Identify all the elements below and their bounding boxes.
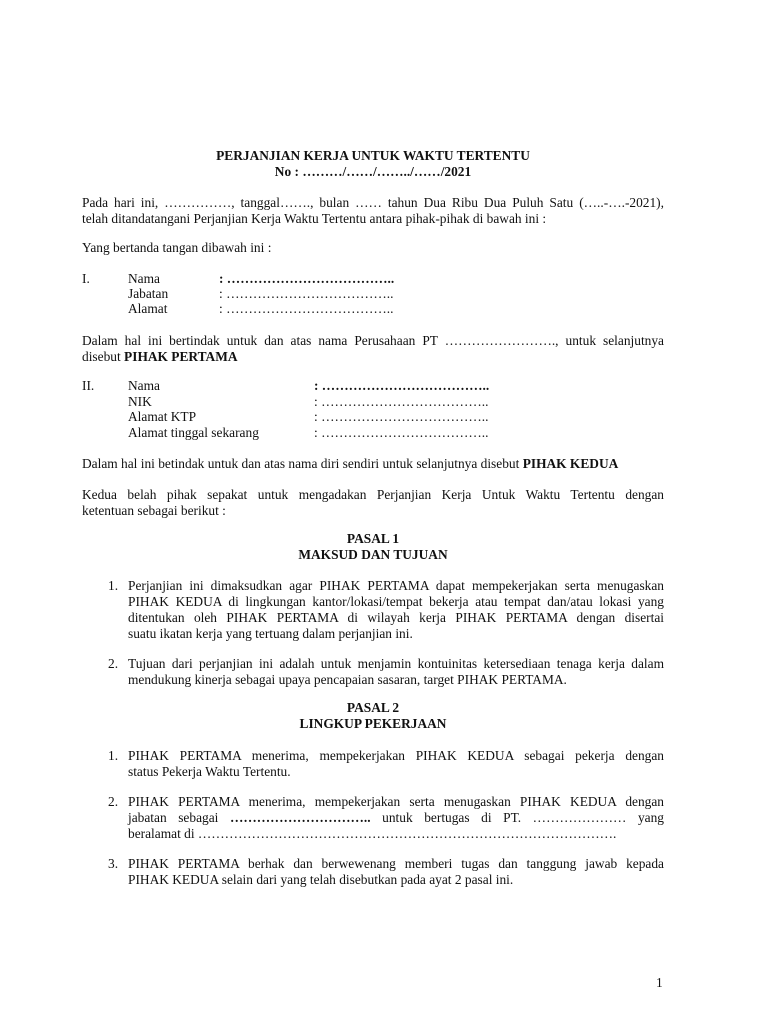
pasal2-item3-line: PIHAK KEDUA selain dari yang telah disebutkan pada ayat 2 pasal ini. bbox=[128, 872, 514, 887]
contract-number: No : ………/……/……../……/2021 bbox=[274, 164, 472, 179]
agreement-line: Kedua belah pihak sepakat untuk mengadakan Perjanjian Kerja Untuk Waktu Tertentu dengan bbox=[82, 487, 664, 502]
pasal1-item2 bbox=[128, 656, 664, 688]
pasal2-item3 bbox=[128, 856, 664, 888]
party1-statement bbox=[82, 333, 664, 365]
party2-ktp-address-value: : ……………………………….. bbox=[314, 409, 489, 424]
agreement-line: ketentuan sebagai berikut : bbox=[82, 503, 226, 518]
pasal2-item2-line: beralamat di …………………………………………………………………………………. bbox=[128, 826, 617, 841]
party1-name-value: : ……………………………….. bbox=[219, 271, 395, 286]
party2-name-value: : ……………………………….. bbox=[314, 378, 490, 393]
page-number: 1 bbox=[656, 975, 663, 990]
pasal2-item1-number: 1. bbox=[108, 748, 119, 763]
party2-designation: PIHAK KEDUA bbox=[522, 456, 619, 471]
pasal1-item1-line: Perjanjian ini dimaksudkan agar PIHAK PERTAMA dapat mempekerjakan serta menugaskan bbox=[128, 578, 664, 593]
pasal1-heading: MAKSUD DAN TUJUAN bbox=[298, 547, 448, 562]
agreement-paragraph bbox=[82, 487, 664, 519]
party1-address-label: Alamat bbox=[128, 301, 168, 316]
pasal1-item1-line: PIHAK KEDUA di lingkungan kantor/lokasi/tempat bekerja atau tempat dan/atau lokasi yang bbox=[128, 594, 664, 609]
pasal1-item1-line: ditentukan oleh PIHAK PERTAMA di wilayah kerja PIHAK PERTAMA dengan disertai bbox=[128, 610, 664, 625]
pasal1-item1-number: 1. bbox=[108, 578, 119, 593]
party2-ktp-address-label: Alamat KTP bbox=[128, 409, 197, 424]
party1-address-value: : ……………………………….. bbox=[219, 301, 394, 316]
assignment-text: untuk bertugas di PT. ………………… yang bbox=[382, 810, 665, 825]
pasal2-item3-number: 3. bbox=[108, 856, 119, 871]
pasal2-item2-number: 2. bbox=[108, 794, 119, 809]
pasal2-item2 bbox=[128, 794, 664, 842]
job-title-prefix: jabatan sebagai bbox=[128, 810, 219, 825]
pasal1-item2-line: Tujuan dari perjanjian ini adalah untuk menjamin kontuinitas ketersediaan tenaga kerja dalam bbox=[128, 656, 664, 671]
party2-statement bbox=[82, 456, 664, 472]
party2-name-label: Nama bbox=[128, 378, 160, 393]
pasal2-item2-line bbox=[128, 810, 664, 826]
pasal1-item1 bbox=[128, 578, 664, 642]
party1-numeral: I. bbox=[82, 271, 90, 286]
undersigned-text: Yang bertanda tangan dibawah ini : bbox=[82, 240, 272, 255]
opening-line: Pada hari ini, ……………, tanggal……., bulan …… tahun Dua Ribu Dua Puluh Satu (…..-….-2021), bbox=[82, 195, 664, 210]
pasal2-item1-line: status Pekerja Waktu Tertentu. bbox=[128, 764, 291, 779]
party2-current-address-label: Alamat tinggal sekarang bbox=[128, 425, 259, 440]
opening-line: telah ditandatangani Perjanjian Kerja Waktu Tertentu antara pihak-pihak di bawah ini : bbox=[82, 211, 547, 226]
party2-statement-text: Dalam hal ini betindak untuk dan atas nama diri sendiri untuk selanjutnya disebut bbox=[82, 456, 520, 471]
party1-statement-line bbox=[82, 349, 664, 365]
party1-position-label: Jabatan bbox=[128, 286, 169, 301]
pasal2-item2-line: PIHAK PERTAMA menerima, mempekerjakan serta menugaskan PIHAK KEDUA dengan bbox=[128, 794, 664, 809]
party2-nik-label: NIK bbox=[128, 394, 152, 409]
pasal1-number: PASAL 1 bbox=[346, 531, 400, 546]
pasal2-item1-line: PIHAK PERTAMA menerima, mempekerjakan PIHAK KEDUA sebagai pekerja dengan bbox=[128, 748, 664, 763]
pasal1-item2-number: 2. bbox=[108, 656, 119, 671]
job-title-blank: ………………………….. bbox=[229, 810, 371, 825]
pasal2-item1 bbox=[128, 748, 664, 780]
party1-position-value: : ……………………………….. bbox=[219, 286, 394, 301]
party2-nik-value: : ……………………………….. bbox=[314, 394, 489, 409]
pasal1-item1-line: suatu ikatan kerja yang tertuang dalam perjanjian ini. bbox=[128, 626, 413, 641]
pasal2-heading: LINGKUP PEKERJAAN bbox=[299, 716, 447, 731]
opening-paragraph bbox=[82, 195, 664, 227]
pasal2-number: PASAL 2 bbox=[346, 700, 400, 715]
party1-designation-prefix: disebut bbox=[82, 349, 121, 364]
party2-numeral: II. bbox=[82, 378, 95, 393]
party2-current-address-value: : ……………………………….. bbox=[314, 425, 489, 440]
party1-statement-line: Dalam hal ini bertindak untuk dan atas nama Perusahaan PT ……………………., untuk selanjutnya bbox=[82, 333, 664, 348]
party1-designation: PIHAK PERTAMA bbox=[124, 349, 238, 364]
document-title bbox=[82, 148, 664, 180]
pasal2-item3-line: PIHAK PERTAMA berhak dan berwewenang memberi tugas dan tanggung jawab kepada bbox=[128, 856, 664, 871]
party1-name-label: Nama bbox=[128, 271, 160, 286]
title-line: PERJANJIAN KERJA UNTUK WAKTU TERTENTU bbox=[216, 148, 530, 163]
pasal1-item2-line: mendukung kinerja sebagai upaya pencapaian sasaran, target PIHAK PERTAMA. bbox=[128, 672, 567, 687]
